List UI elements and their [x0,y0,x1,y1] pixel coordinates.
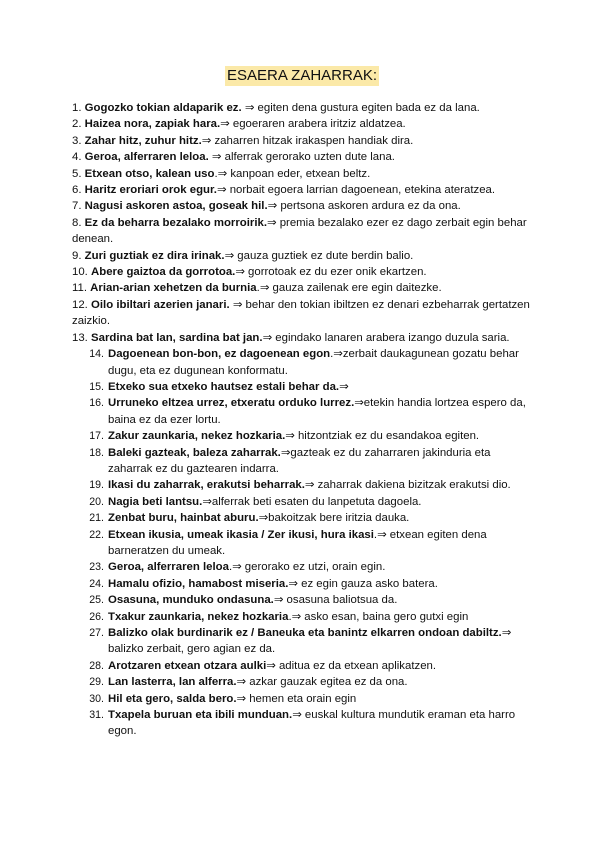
saying-number: 30. [89,692,104,705]
saying-phrase: Etxean otso, kalean uso [84,167,215,180]
saying-number: 1. [72,102,82,114]
saying-number: 6. [72,184,82,197]
saying-number: 31. [89,709,104,722]
saying-meaning: ⇒ balizko zerbait, gero agian ez da. [108,627,512,656]
saying-number: 9. [72,249,82,262]
saying-item [72,559,532,575]
sayings-list [72,100,532,740]
saying-meaning: ⇒ norbait egoera larrian dagoenean, etekina ateratzea. [216,184,496,197]
saying-item [72,477,532,493]
saying-phrase: Urruneko eltzea urrez, etxeratu orduko lurrez. [108,397,355,410]
saying-item [72,264,532,280]
saying-item [72,592,532,608]
saying-item [72,166,532,182]
saying-number: 13. [72,331,88,344]
saying-number: 7. [72,200,82,213]
saying-meaning: ⇒gazteak ez du zaharraren jakinduria eta zaharrak ez du gaztearen indarra. [108,446,491,475]
saying-phrase: Etxeko sua etxeko hautsez estali behar da. [108,380,340,393]
saying-number: 14. [89,348,104,361]
saying-meaning: ⇒ egiten dena gustura egiten bada ez da lana. [241,102,480,114]
saying-meaning: ⇒ euskal kultura mundutik eraman eta harro egon. [108,709,516,738]
saying-item [72,248,532,264]
saying-item [72,527,532,560]
saying-meaning: .⇒ etxean egiten dena barneratzen du umeak. [108,528,487,557]
saying-number: 23. [89,561,104,574]
saying-item [72,379,532,395]
saying-phrase: Txapela buruan eta ibili munduan. [108,709,293,722]
saying-item [72,297,532,330]
saying-meaning: ⇒ osasuna baliotsua da. [273,594,398,607]
saying-number: 10. [72,266,88,279]
saying-phrase: Nagia beti lantsu. [108,495,203,508]
saying-phrase: Ikasi du zaharrak, erakutsi beharrak. [108,479,305,492]
page-title: ESAERA ZAHARRAK: [226,67,378,84]
saying-item [72,395,532,428]
saying-meaning: ⇒ azkar gauzak egitea ez da ona. [236,676,408,689]
saying-phrase: Arotzaren etxean otzara aulki [108,659,267,672]
saying-item [72,182,532,198]
saying-item [72,116,532,132]
saying-phrase: Geroa, alferraren leloa [108,561,229,574]
saying-meaning: ⇒ zaharren hitzak irakaspen handiak dira. [201,134,414,147]
saying-meaning: ⇒ premia bezalako ezer ez dago zerbait egin behar denean. [72,216,527,246]
saying-phrase: Balizko olak burdinarik ez / Baneuka eta banintz elkarren ondoan dabiltz. [108,627,502,639]
saying-number: 20. [89,495,104,508]
saying-meaning: ⇒ aditua ez da etxean aplikatzen. [266,659,437,672]
saying-item [72,674,532,690]
saying-phrase: Zuri guztiak ez dira irinak. [84,249,225,262]
saying-item [72,346,532,379]
saying-phrase: Osasuna, munduko ondasuna. [108,594,274,607]
saying-number: 5. [72,167,82,180]
saying-meaning: ⇒bakoitzak bere iritzia dauka. [258,512,410,525]
saying-item [72,625,532,658]
saying-meaning: .⇒zerbait daukagunean gozatu behar dugu, eta ez dugunean konformatu. [108,348,519,377]
saying-number: 16. [89,397,104,410]
saying-meaning: ⇒ alferrak gerorako uzten dute lana. [208,151,395,164]
saying-item [72,494,532,510]
saying-meaning: ⇒ hemen eta orain egin [236,692,357,705]
saying-item [72,658,532,674]
saying-phrase: Etxean ikusia, umeak ikasia / Zer ikusi, hura ikasi [108,528,374,541]
saying-item [72,428,532,444]
saying-phrase: Gogozko tokian aldaparik ez. [84,102,242,114]
saying-item [72,691,532,707]
saying-meaning: ⇒ gauza guztiek ez dute berdin balio. [224,249,414,262]
saying-meaning: ⇒ hitzontziak ez du esandakoa egiten. [285,430,480,443]
saying-meaning: .⇒ gerorako ez utzi, orain egin. [228,561,386,574]
saying-phrase: Txakur zaunkaria, nekez hozkaria [108,610,289,623]
saying-meaning: ⇒ behar den tokian ibiltzen ez denari ezbeharrak gertatzen zaizkio. [72,298,530,328]
saying-phrase: Zakur zaunkaria, nekez hozkaria. [108,430,286,443]
saying-meaning: ⇒alferrak beti esaten du lanpetuta dagoela. [202,495,422,508]
saying-number: 17. [89,430,104,443]
saying-number: 12. [72,298,88,311]
saying-phrase: Hamalu ofizio, hamabost miseria. [108,577,289,590]
saying-number: 18. [89,446,104,459]
saying-meaning: .⇒ asko esan, baina gero gutxi egin [288,610,469,623]
saying-meaning: ⇒ egindako lanaren arabera izango duzula saria. [262,331,510,344]
saying-phrase: Baleki gazteak, baleza zaharrak. [108,446,281,459]
saying-meaning: ⇒ [339,380,349,393]
saying-item [72,445,532,478]
saying-number: 3. [72,134,82,147]
saying-item [72,133,532,149]
saying-number: 28. [89,659,104,672]
saying-item [72,330,532,346]
saying-meaning: .⇒ gauza zailenak ere egin daitezke. [256,282,442,295]
saying-phrase: Haritz eroriari orok egur. [84,184,217,197]
saying-phrase: Dagoenean bon-bon, ez dagoenean egon [108,348,331,361]
saying-phrase: Oilo ibiltari azerien janari. [91,298,230,311]
saying-meaning: .⇒ kanpoan eder, etxean beltz. [214,167,371,180]
saying-number: 2. [72,118,82,131]
saying-item [72,576,532,592]
saying-phrase: Zahar hitz, zuhur hitz. [84,134,202,147]
saying-meaning: ⇒ pertsona askoren ardura ez da ona. [267,200,461,213]
saying-phrase: Geroa, alferraren leloa. [84,151,209,164]
saying-number: 26. [89,610,104,623]
saying-number: 27. [89,627,104,639]
saying-number: 11. [72,282,87,295]
saying-meaning: ⇒etekin handia lortzea espero da, baina ez da ezer lortu. [108,397,526,426]
saying-phrase: Nagusi askoren astoa, goseak hil. [84,200,268,213]
saying-meaning: ⇒ zaharrak dakiena bizitzak erakutsi dio. [304,479,511,492]
title-wrap [72,66,532,86]
saying-phrase: Zenbat buru, hainbat aburu. [108,512,259,525]
saying-number: 8. [72,216,82,229]
saying-number: 4. [72,151,82,164]
saying-number: 25. [89,594,104,607]
saying-phrase: Sardina bat lan, sardina bat jan. [91,331,263,344]
saying-item [72,149,532,165]
saying-item [72,198,532,214]
saying-item [72,707,532,740]
saying-meaning: ⇒ ez egin gauza asko batera. [288,577,438,590]
saying-number: 24. [89,577,104,590]
saying-phrase: Haizea nora, zapiak hara. [84,118,221,131]
saying-phrase: Ez da beharra bezalako morroirik. [84,216,267,229]
saying-number: 22. [89,528,104,541]
saying-phrase: Hil eta gero, salda bero. [108,692,237,705]
saying-item [72,100,532,116]
saying-number: 15. [89,380,104,393]
saying-meaning: ⇒ egoeraren arabera iritziz aldatzea. [220,118,406,131]
saying-phrase: Lan lasterra, lan alferra. [108,676,237,689]
saying-number: 19. [89,479,104,492]
saying-number: 29. [89,676,104,689]
saying-number: 21. [89,512,104,525]
saying-item [72,280,532,296]
saying-item [72,510,532,526]
saying-meaning: ⇒ gorrotoak ez du ezer onik ekartzen. [235,266,427,279]
saying-item [72,215,532,248]
saying-item [72,609,532,625]
saying-phrase: Arian-arian xehetzen da burnia [90,282,257,295]
saying-phrase: Abere gaiztoa da gorrotoa. [91,266,236,279]
